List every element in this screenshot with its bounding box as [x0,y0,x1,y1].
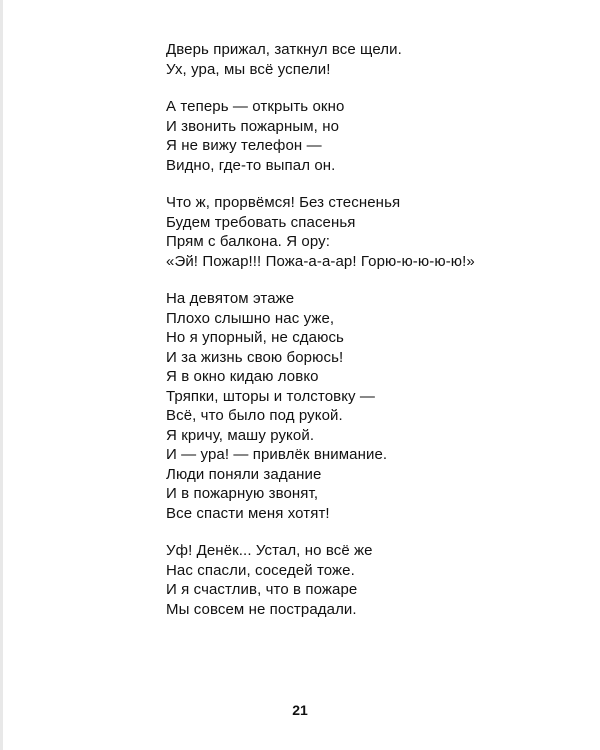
poem-line: А теперь — открыть окно [166,98,345,115]
poem-line: И — ура! — привлёк внимание. [166,446,388,463]
poem-line: И в пожарную звонят, [166,485,319,502]
poem-line: Я в окно кидаю ловко [166,368,319,385]
poem-line: Прям с балкона. Я ору: [166,233,330,250]
poem-line: И за жизнь свою борюсь! [166,348,344,366]
poem-line: И я счастлив, что в пожаре [166,581,358,598]
poem-line: Плохо слышно нас уже, [166,309,335,327]
poem-line: Я не вижу телефон — [166,137,322,154]
poem-line: И звонить пожарным, но [166,117,340,135]
page-edge [0,0,3,750]
stanza-2 [166,97,566,175]
poem-line: Будем требовать спасенья [166,213,356,231]
stanza-1 [166,40,566,79]
poem-line: Мы совсем не пострадали. [166,600,357,618]
poem-line: Нас спасли, соседей тоже. [166,561,355,579]
poem-line: Люди поняли задание [166,465,322,483]
poem-line: Все спасти меня хотят! [166,504,330,522]
poem-line: Всё, что было под рукой. [166,407,343,424]
poem-line: Ух, ура, мы всё успели! [166,60,331,78]
stanza-4 [166,289,566,523]
poem-text [166,40,566,637]
poem-line: Что ж, прорвёмся! Без стесненья [166,194,401,211]
stanza-3 [166,193,566,271]
poem-line: Дверь прижал, заткнул все щели. [166,41,402,58]
page-number: 21 [292,702,308,718]
poem-line: «Эй! Пожар!!! Пожа-а-а-ар! Горю-ю-ю-ю-ю!» [166,252,475,270]
poem-line: На девятом этаже [166,290,295,307]
poem-line: Но я упорный, не сдаюсь [166,329,344,346]
poem-line: Уф! Денёк... Устал, но всё же [166,542,373,559]
poem-line: Я кричу, машу рукой. [166,426,315,444]
poem-line: Видно, где-то выпал он. [166,156,336,174]
stanza-5 [166,541,566,619]
poem-line: Тряпки, шторы и толстовку — [166,387,376,405]
